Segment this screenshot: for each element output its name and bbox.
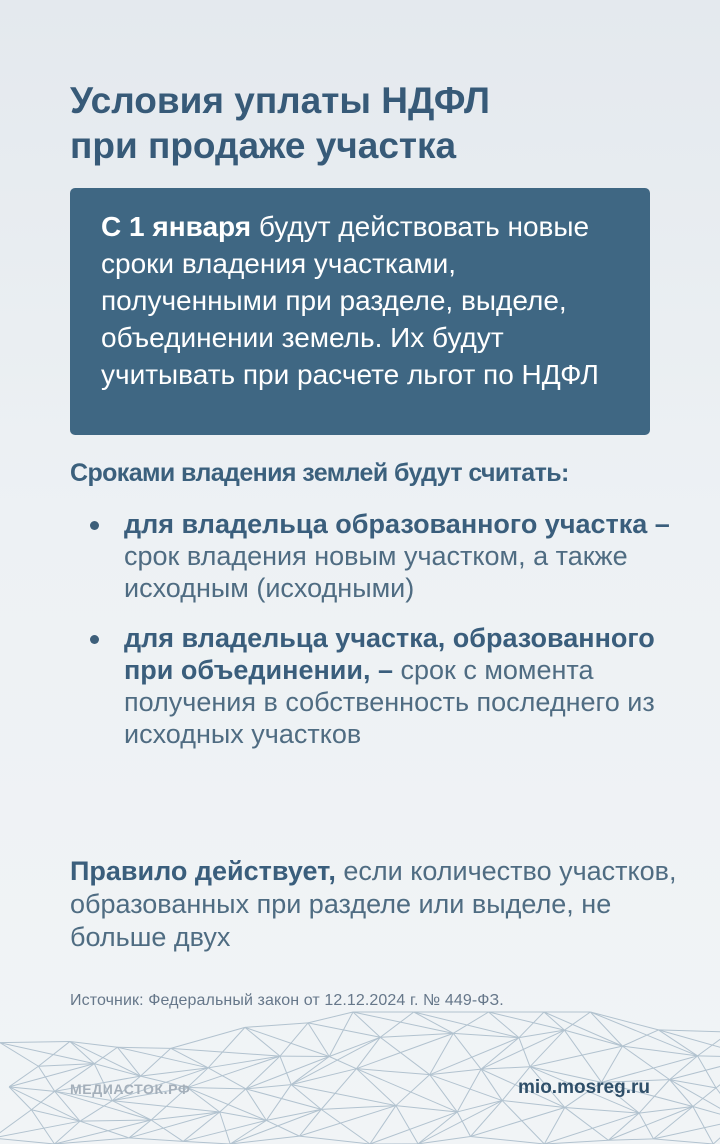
mesh-line [519,1038,530,1067]
mesh-line [0,1043,94,1064]
mesh-line [353,1012,380,1037]
mesh-line [380,1012,414,1037]
mesh-line [370,1106,396,1144]
mesh-line [653,1120,720,1139]
bullet-bold: для владельца образованного участка – [124,509,670,539]
mesh-line [457,1069,481,1112]
mesh-line [291,1085,396,1106]
mesh-line [502,1101,544,1144]
mesh-line [639,1113,653,1139]
mesh-line [329,1012,353,1056]
source-note: Источник: Федеральный закон от 12.12.2024 г. № 449-ФЗ. [70,992,504,1009]
mesh-line [187,1088,246,1089]
mesh-line [31,1110,80,1121]
highlight-text: будут действовать новые сроки владения участками, полученными при разделе, выделе, объединении земель. Их будут учитывать при расчете льгот по НДФЛ [101,211,599,390]
mesh-line [80,1120,151,1121]
mesh-line [716,1088,720,1120]
mesh-line [321,1069,356,1110]
mesh-line [70,1041,141,1076]
mesh-line [187,1068,208,1088]
mesh-line [220,1112,267,1120]
list-item [70,508,680,604]
mesh-line [70,1041,118,1047]
mesh-line [38,1066,54,1091]
mesh-line [380,1033,453,1037]
bullet-text: срок с момента получения в собственность последнего из исходных участков [124,655,655,749]
mesh-line [670,1080,720,1120]
mesh-line [245,1023,308,1027]
mesh-line [356,1069,396,1106]
mesh-line [291,1069,356,1085]
list-item [70,622,680,750]
mesh-line [220,1112,230,1144]
mesh-line [129,1138,183,1141]
mesh-line [0,1041,70,1042]
mesh-line [608,1113,639,1140]
mesh-line [564,1012,590,1030]
mesh-line [171,1027,245,1048]
mesh-line [246,1056,329,1088]
mesh-line [70,1041,94,1063]
mesh-line [457,1112,470,1137]
mesh-line [564,1030,601,1082]
mesh-line [670,1080,693,1107]
mesh-line [94,1064,140,1076]
mesh-line [396,1106,457,1112]
mesh-line [653,1139,713,1144]
mesh-line [140,1048,170,1076]
highlight-box [70,188,650,435]
mesh-line [481,1067,530,1069]
mesh-line [299,1136,370,1144]
mesh-line [414,1012,453,1033]
footer-logo: МЕДИАСТОК.РФ [70,1081,191,1097]
subheading: Сроками владения землей будут считать: [70,459,569,487]
bullet-text: срок владения новым участком, а также исходным (исходными) [124,541,628,603]
bullet-list [70,508,680,750]
mesh-line [38,1041,70,1066]
footer-site-link[interactable]: mio.mosreg.ru [518,1077,650,1098]
mesh-line [713,1120,720,1144]
page-title [70,78,670,168]
mesh-line [0,1043,38,1067]
mesh-line [430,1038,519,1075]
mesh-line [396,1106,418,1144]
mesh-line [356,1033,453,1068]
mesh-line [453,1033,481,1069]
mesh-line [0,1138,54,1144]
mesh-line [530,1046,622,1067]
mesh-line [308,1023,329,1057]
mesh-line [471,1136,545,1144]
mesh-line [280,1023,308,1056]
mesh-line [564,1030,622,1046]
bullet-bold: для владельца участка, образованного при объединении, – [124,623,655,685]
mesh-line [9,1087,31,1110]
title-line-1: Условия уплаты НДФЛ [70,80,490,121]
mesh-line [590,1012,622,1046]
mesh-line [396,1075,430,1106]
mesh-line [653,1106,692,1138]
mesh-line [430,1033,454,1074]
highlight-date: С 1 января [101,211,252,242]
mesh-line [370,1112,457,1144]
mesh-line [245,1027,329,1056]
bullet-dot-icon [90,635,99,644]
mesh-line [457,1101,502,1112]
mesh-line [590,1012,658,1030]
mesh-line [299,1106,396,1137]
mesh-line [670,1057,720,1079]
mesh-line [308,1023,380,1037]
title-line-2: при продаже участка [70,125,457,166]
rule-paragraph [70,855,680,954]
mesh-line [502,1101,565,1108]
mesh-line [187,1088,219,1112]
mesh-line [117,1047,170,1048]
mesh-line [9,1066,38,1087]
mesh-line [608,1139,653,1140]
mesh-line [693,1106,713,1144]
mesh-line [308,1012,353,1023]
mesh-line [716,1057,720,1088]
rule-bold: Правило действует, [70,856,336,886]
mesh-line [208,1027,245,1067]
mesh-line [151,1112,220,1120]
rule-text: если количество участков, образованных при разделе или выделе, не больше двух [70,856,677,952]
mesh-line [481,1038,519,1069]
highlight-paragraph [101,208,620,393]
mesh-line [698,1056,720,1057]
bullet-dot-icon [90,521,99,530]
mesh-line [356,1069,457,1112]
mesh-line [245,1027,280,1056]
mesh-line [220,1089,246,1112]
mesh-line [140,1068,208,1076]
mesh-line [280,1056,291,1084]
mesh-line [171,1048,208,1067]
mesh-line [187,1056,280,1087]
mesh-line [187,1088,266,1121]
mesh-line [530,1030,564,1067]
mesh-line [380,1037,430,1074]
mesh-line [659,1030,720,1032]
mesh-line [353,1012,453,1033]
mesh-line [266,1085,291,1121]
